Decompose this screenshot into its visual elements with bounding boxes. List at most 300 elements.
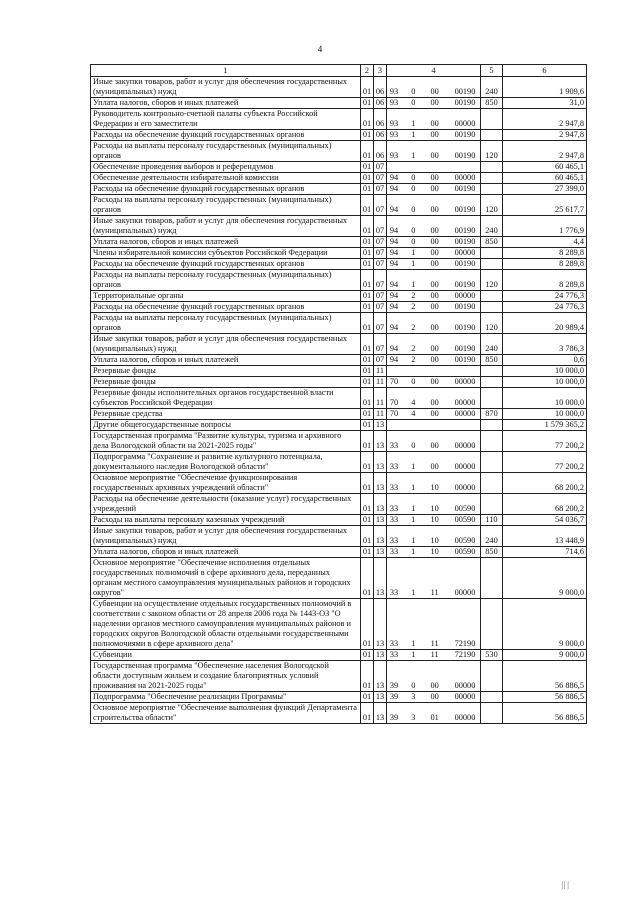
- code-direction: 00000: [454, 291, 476, 300]
- subsection-code: 13: [374, 473, 387, 494]
- code-direction: 00000: [454, 409, 476, 418]
- row-name: Обеспечение проведения выборов и референдумов: [91, 162, 361, 173]
- code-direction: 00590: [454, 515, 476, 524]
- amount: 9 000,0: [503, 650, 587, 661]
- section-code: 01: [361, 141, 374, 162]
- code-program: 33: [389, 441, 399, 450]
- code-program: 94: [389, 184, 399, 193]
- expense-type-code: 110: [481, 515, 503, 526]
- subsection-code: 06: [374, 98, 387, 109]
- code-direction: 00000: [454, 692, 476, 701]
- subsection-code: 13: [374, 547, 387, 558]
- expense-type-code: 850: [481, 355, 503, 366]
- subsection-code: 13: [374, 526, 387, 547]
- target-article-code: [387, 77, 481, 98]
- code-program: 39: [389, 692, 399, 701]
- target-article-code: [387, 558, 481, 599]
- table-row: [91, 195, 587, 216]
- amount: 68 200,2: [503, 473, 587, 494]
- amount: 10 000,0: [503, 366, 587, 377]
- target-article-code: [387, 473, 481, 494]
- section-code: 01: [361, 130, 374, 141]
- amount: 1 579 365,2: [503, 420, 587, 431]
- table-row: [91, 599, 587, 650]
- code-program: 94: [389, 323, 399, 332]
- code-program: 70: [389, 398, 399, 407]
- row-name: Руководитель контрольно-счетной палаты субъекта Российской Федерации и его заместители: [91, 109, 361, 130]
- code-direction: 00000: [454, 377, 476, 386]
- code-measure: 00: [430, 291, 439, 300]
- table-row: [91, 173, 587, 184]
- row-name: Расходы на обеспечение функций государственных органов: [91, 259, 361, 270]
- table-row: [91, 703, 587, 724]
- code-subprogram: 0: [411, 681, 416, 690]
- subsection-code: 13: [374, 599, 387, 650]
- code-program: 94: [389, 280, 399, 289]
- expense-type-code: [481, 692, 503, 703]
- code-direction: 00190: [454, 226, 476, 235]
- subsection-code: 06: [374, 109, 387, 130]
- amount: 60 465,1: [503, 173, 587, 184]
- expense-type-code: [481, 661, 503, 692]
- section-code: 01: [361, 692, 374, 703]
- code-subprogram: 1: [411, 259, 416, 268]
- code-subprogram: 0: [411, 226, 416, 235]
- section-code: 01: [361, 409, 374, 420]
- row-name: Расходы на выплаты персоналу государственных (муниципальных) органов: [91, 270, 361, 291]
- subsection-code: 07: [374, 248, 387, 259]
- code-measure: 00: [430, 151, 439, 160]
- target-article-code: [387, 515, 481, 526]
- code-direction: 00590: [454, 504, 476, 513]
- header-cell: 3: [374, 65, 387, 77]
- section-code: 01: [361, 302, 374, 313]
- target-article-code: [387, 216, 481, 237]
- code-measure: 00: [430, 462, 439, 471]
- section-code: 01: [361, 184, 374, 195]
- table-row: [91, 409, 587, 420]
- code-direction: 00190: [454, 237, 476, 246]
- section-code: 01: [361, 313, 374, 334]
- table-row: [91, 109, 587, 130]
- section-code: 01: [361, 98, 374, 109]
- amount: 24 776,3: [503, 302, 587, 313]
- code-measure: 00: [430, 248, 439, 257]
- section-code: 01: [361, 420, 374, 431]
- table-row: [91, 388, 587, 409]
- amount: 54 036,7: [503, 515, 587, 526]
- subsection-code: 06: [374, 130, 387, 141]
- section-code: 01: [361, 703, 374, 724]
- target-article-code: [387, 388, 481, 409]
- subsection-code: 07: [374, 216, 387, 237]
- target-article-code: [387, 377, 481, 388]
- code-direction: 00000: [454, 441, 476, 450]
- subsection-code: 07: [374, 162, 387, 173]
- subsection-code: 07: [374, 184, 387, 195]
- target-article-code: [387, 334, 481, 355]
- expense-type-code: [481, 109, 503, 130]
- subsection-code: 13: [374, 452, 387, 473]
- code-subprogram: 1: [411, 504, 416, 513]
- code-subprogram: 0: [411, 184, 416, 193]
- code-measure: 00: [430, 87, 439, 96]
- table-row: [91, 130, 587, 141]
- subsection-code: 13: [374, 692, 387, 703]
- subsection-code: 11: [374, 366, 387, 377]
- target-article-code: [387, 98, 481, 109]
- amount: 10 000,0: [503, 388, 587, 409]
- expense-type-code: 240: [481, 334, 503, 355]
- code-direction: 00190: [454, 98, 476, 107]
- table-row: [91, 431, 587, 452]
- expense-type-code: [481, 599, 503, 650]
- table-row: [91, 494, 587, 515]
- row-name: Расходы на выплаты персоналу казенных учреждений: [91, 515, 361, 526]
- table-row: [91, 547, 587, 558]
- code-measure: 00: [430, 205, 439, 214]
- code-measure: 00: [430, 130, 439, 139]
- target-article-code: [387, 692, 481, 703]
- table-row: [91, 558, 587, 599]
- code-direction: 00190: [454, 259, 476, 268]
- code-program: 33: [389, 483, 399, 492]
- code-program: 94: [389, 205, 399, 214]
- expense-type-code: 240: [481, 526, 503, 547]
- code-program: 94: [389, 248, 399, 257]
- code-subprogram: 2: [411, 355, 416, 364]
- table-row: [91, 334, 587, 355]
- expense-type-code: 870: [481, 409, 503, 420]
- code-subprogram: 1: [411, 248, 416, 257]
- code-program: 33: [389, 547, 399, 556]
- code-program: 33: [389, 588, 399, 597]
- code-subprogram: 1: [411, 639, 416, 648]
- header-cell: 4: [387, 65, 481, 77]
- target-article-code: [387, 162, 481, 173]
- target-article-code: [387, 494, 481, 515]
- code-program: 93: [389, 98, 399, 107]
- expense-type-code: [481, 162, 503, 173]
- header-cell: 5: [481, 65, 503, 77]
- row-name: Основное мероприятие "Обеспечение функционирования государственных архивных учреждений области": [91, 473, 361, 494]
- subsection-code: 06: [374, 141, 387, 162]
- subsection-code: 13: [374, 494, 387, 515]
- subsection-code: 07: [374, 334, 387, 355]
- row-name: Уплата налогов, сборов и иных платежей: [91, 98, 361, 109]
- target-article-code: [387, 184, 481, 195]
- code-measure: 11: [430, 588, 439, 597]
- row-name: Расходы на выплаты персоналу государственных (муниципальных) органов: [91, 141, 361, 162]
- subsection-code: 13: [374, 431, 387, 452]
- table-row: [91, 473, 587, 494]
- expense-type-code: [481, 420, 503, 431]
- section-code: 01: [361, 291, 374, 302]
- table-row: [91, 313, 587, 334]
- amount: 68 200,2: [503, 494, 587, 515]
- amount: 0,6: [503, 355, 587, 366]
- expense-type-code: 530: [481, 650, 503, 661]
- code-program: 94: [389, 355, 399, 364]
- table-row: [91, 661, 587, 692]
- code-measure: 10: [430, 536, 439, 545]
- row-name: Расходы на обеспечение функций государственных органов: [91, 130, 361, 141]
- expense-type-code: [481, 173, 503, 184]
- section-code: 01: [361, 77, 374, 98]
- code-program: 33: [389, 639, 399, 648]
- amount: 9 000,0: [503, 599, 587, 650]
- row-name: Иные закупки товаров, работ и услуг для обеспечения государственных (муниципальных) нужд: [91, 526, 361, 547]
- target-article-code: [387, 366, 481, 377]
- expense-type-code: 120: [481, 270, 503, 291]
- subsection-code: 07: [374, 173, 387, 184]
- code-direction: 00000: [454, 119, 476, 128]
- table-header-row: [91, 65, 587, 77]
- amount: 56 886,5: [503, 692, 587, 703]
- code-subprogram: 0: [411, 87, 416, 96]
- row-name: Резервные фонды: [91, 366, 361, 377]
- expense-type-code: [481, 259, 503, 270]
- section-code: 01: [361, 452, 374, 473]
- expense-type-code: 120: [481, 141, 503, 162]
- expense-type-code: 850: [481, 237, 503, 248]
- code-program: 94: [389, 291, 399, 300]
- table-row: [91, 515, 587, 526]
- amount: 8 289,8: [503, 259, 587, 270]
- code-program: 70: [389, 377, 399, 386]
- section-code: 01: [361, 162, 374, 173]
- budget-table: [90, 64, 587, 724]
- section-code: 01: [361, 431, 374, 452]
- target-article-code: [387, 452, 481, 473]
- code-direction: 00590: [454, 536, 476, 545]
- target-article-code: [387, 650, 481, 661]
- subsection-code: 07: [374, 259, 387, 270]
- row-name: Другие общегосударственные вопросы: [91, 420, 361, 431]
- table-row: [91, 216, 587, 237]
- code-measure: 01: [430, 713, 439, 722]
- code-subprogram: 0: [411, 205, 416, 214]
- table-row: [91, 98, 587, 109]
- subsection-code: 13: [374, 703, 387, 724]
- code-subprogram: 2: [411, 291, 416, 300]
- expense-type-code: [481, 452, 503, 473]
- amount: 8 289,8: [503, 270, 587, 291]
- amount: 1 776,9: [503, 216, 587, 237]
- subsection-code: 11: [374, 388, 387, 409]
- section-code: 01: [361, 377, 374, 388]
- header-cell: 6: [503, 65, 587, 77]
- target-article-code: [387, 302, 481, 313]
- code-subprogram: 1: [411, 650, 416, 659]
- code-subprogram: 0: [411, 441, 416, 450]
- section-code: 01: [361, 526, 374, 547]
- code-measure: 10: [430, 483, 439, 492]
- section-code: 01: [361, 599, 374, 650]
- amount: 10 000,0: [503, 409, 587, 420]
- code-measure: 00: [430, 98, 439, 107]
- target-article-code: [387, 431, 481, 452]
- code-program: 33: [389, 650, 399, 659]
- subsection-code: 13: [374, 650, 387, 661]
- code-direction: 00590: [454, 547, 476, 556]
- row-name: Уплата налогов, сборов и иных платежей: [91, 355, 361, 366]
- code-subprogram: 4: [411, 398, 416, 407]
- code-measure: 00: [430, 323, 439, 332]
- table-row: [91, 291, 587, 302]
- code-measure: 00: [430, 119, 439, 128]
- table-row: [91, 141, 587, 162]
- expense-type-code: [481, 130, 503, 141]
- section-code: 01: [361, 558, 374, 599]
- code-measure: 11: [430, 639, 439, 648]
- code-measure: 00: [430, 259, 439, 268]
- section-code: 01: [361, 173, 374, 184]
- row-name: Расходы на обеспечение деятельности (оказание услуг) государственных учреждений: [91, 494, 361, 515]
- target-article-code: [387, 259, 481, 270]
- code-subprogram: 0: [411, 173, 416, 182]
- row-name: Резервные средства: [91, 409, 361, 420]
- code-program: 94: [389, 302, 399, 311]
- amount: 56 886,5: [503, 661, 587, 692]
- expense-type-code: 240: [481, 216, 503, 237]
- row-name: Субвенции на осуществление отдельных государственных полномочий в соответствии с законом области от 28 апреля 2006 года № 1443-ОЗ "О наделении органов местного самоуправления муниципальных районов и городских округов Вологодской области отдельными государственными полномочиями в сфере архивного дела": [91, 599, 361, 650]
- section-code: 01: [361, 473, 374, 494]
- expense-type-code: [481, 302, 503, 313]
- expense-type-code: [481, 558, 503, 599]
- code-program: 93: [389, 130, 399, 139]
- section-code: 01: [361, 366, 374, 377]
- amount: 4,4: [503, 237, 587, 248]
- code-subprogram: 1: [411, 151, 416, 160]
- amount: 1 909,6: [503, 77, 587, 98]
- expense-type-code: [481, 431, 503, 452]
- code-measure: 10: [430, 504, 439, 513]
- code-subprogram: 1: [411, 515, 416, 524]
- code-measure: 00: [430, 355, 439, 364]
- row-name: Резервные фонды исполнительных органов государственной власти субъектов Российской Федерации: [91, 388, 361, 409]
- subsection-code: 07: [374, 302, 387, 313]
- expense-type-code: 120: [481, 195, 503, 216]
- page-number: 4: [317, 44, 323, 54]
- code-subprogram: 1: [411, 536, 416, 545]
- code-program: 33: [389, 515, 399, 524]
- code-measure: 00: [430, 184, 439, 193]
- target-article-code: [387, 355, 481, 366]
- code-direction: 00190: [454, 323, 476, 332]
- code-direction: 00000: [454, 681, 476, 690]
- subsection-code: 13: [374, 515, 387, 526]
- amount: 27 399,0: [503, 184, 587, 195]
- code-measure: 00: [430, 398, 439, 407]
- expense-type-code: [481, 388, 503, 409]
- target-article-code: [387, 141, 481, 162]
- expense-type-code: 850: [481, 547, 503, 558]
- subsection-code: 07: [374, 237, 387, 248]
- subsection-code: 07: [374, 313, 387, 334]
- row-name: Расходы на выплаты персоналу государственных (муниципальных) органов: [91, 313, 361, 334]
- amount: 77 200,2: [503, 431, 587, 452]
- code-measure: 00: [430, 681, 439, 690]
- row-name: Субвенции: [91, 650, 361, 661]
- subsection-code: 13: [374, 661, 387, 692]
- code-subprogram: 0: [411, 98, 416, 107]
- code-program: 94: [389, 173, 399, 182]
- code-direction: 00190: [454, 151, 476, 160]
- code-subprogram: 2: [411, 344, 416, 353]
- target-article-code: [387, 409, 481, 420]
- code-subprogram: 1: [411, 130, 416, 139]
- table-row: [91, 77, 587, 98]
- row-name: Уплата налогов, сборов и иных платежей: [91, 237, 361, 248]
- amount: 9 000,0: [503, 558, 587, 599]
- code-program: 33: [389, 504, 399, 513]
- section-code: 01: [361, 355, 374, 366]
- row-name: Иные закупки товаров, работ и услуг для обеспечения государственных (муниципальных) нужд: [91, 334, 361, 355]
- code-direction: 00000: [454, 713, 476, 722]
- subsection-code: 07: [374, 291, 387, 302]
- code-measure: 00: [430, 377, 439, 386]
- amount: 60 465,1: [503, 162, 587, 173]
- code-direction: 00190: [454, 130, 476, 139]
- subsection-code: 13: [374, 558, 387, 599]
- table-row: [91, 259, 587, 270]
- code-measure: 00: [430, 344, 439, 353]
- section-code: 01: [361, 494, 374, 515]
- expense-type-code: [481, 377, 503, 388]
- subsection-code: 07: [374, 195, 387, 216]
- target-article-code: [387, 661, 481, 692]
- code-program: 39: [389, 681, 399, 690]
- target-article-code: [387, 195, 481, 216]
- code-measure: 00: [430, 173, 439, 182]
- expense-type-code: [481, 494, 503, 515]
- code-measure: 00: [430, 226, 439, 235]
- expense-type-code: [481, 366, 503, 377]
- row-name: Государственная программа "Обеспечение населения Вологодской области доступным жильем и создание благоприятных условий проживания на 2021-2025 годы": [91, 661, 361, 692]
- code-measure: 10: [430, 515, 439, 524]
- table-row: [91, 162, 587, 173]
- code-program: 93: [389, 119, 399, 128]
- code-subprogram: 1: [411, 483, 416, 492]
- subsection-code: 07: [374, 270, 387, 291]
- amount: 20 989,4: [503, 313, 587, 334]
- code-direction: 00190: [454, 205, 476, 214]
- expense-type-code: [481, 473, 503, 494]
- code-direction: 00190: [454, 87, 476, 96]
- expense-type-code: 240: [481, 77, 503, 98]
- table-row: [91, 526, 587, 547]
- row-name: Расходы на обеспечение функций государственных органов: [91, 302, 361, 313]
- table-row: [91, 355, 587, 366]
- row-name: Расходы на обеспечение функций государственных органов: [91, 184, 361, 195]
- target-article-code: [387, 703, 481, 724]
- table-row: [91, 692, 587, 703]
- row-name: Государственная программа "Развитие культуры, туризма и архивного дела Вологодской области на 2021-2025 годы": [91, 431, 361, 452]
- expense-type-code: 120: [481, 313, 503, 334]
- amount: 2 947,8: [503, 109, 587, 130]
- code-direction: 00000: [454, 173, 476, 182]
- row-name: Иные закупки товаров, работ и услуг для обеспечения государственных (муниципальных) нужд: [91, 77, 361, 98]
- expense-type-code: [481, 291, 503, 302]
- table-row: [91, 302, 587, 313]
- code-direction: 00000: [454, 588, 476, 597]
- section-code: 01: [361, 237, 374, 248]
- table-row: [91, 377, 587, 388]
- row-name: Резервные фонды: [91, 377, 361, 388]
- code-subprogram: 1: [411, 119, 416, 128]
- expense-type-code: [481, 184, 503, 195]
